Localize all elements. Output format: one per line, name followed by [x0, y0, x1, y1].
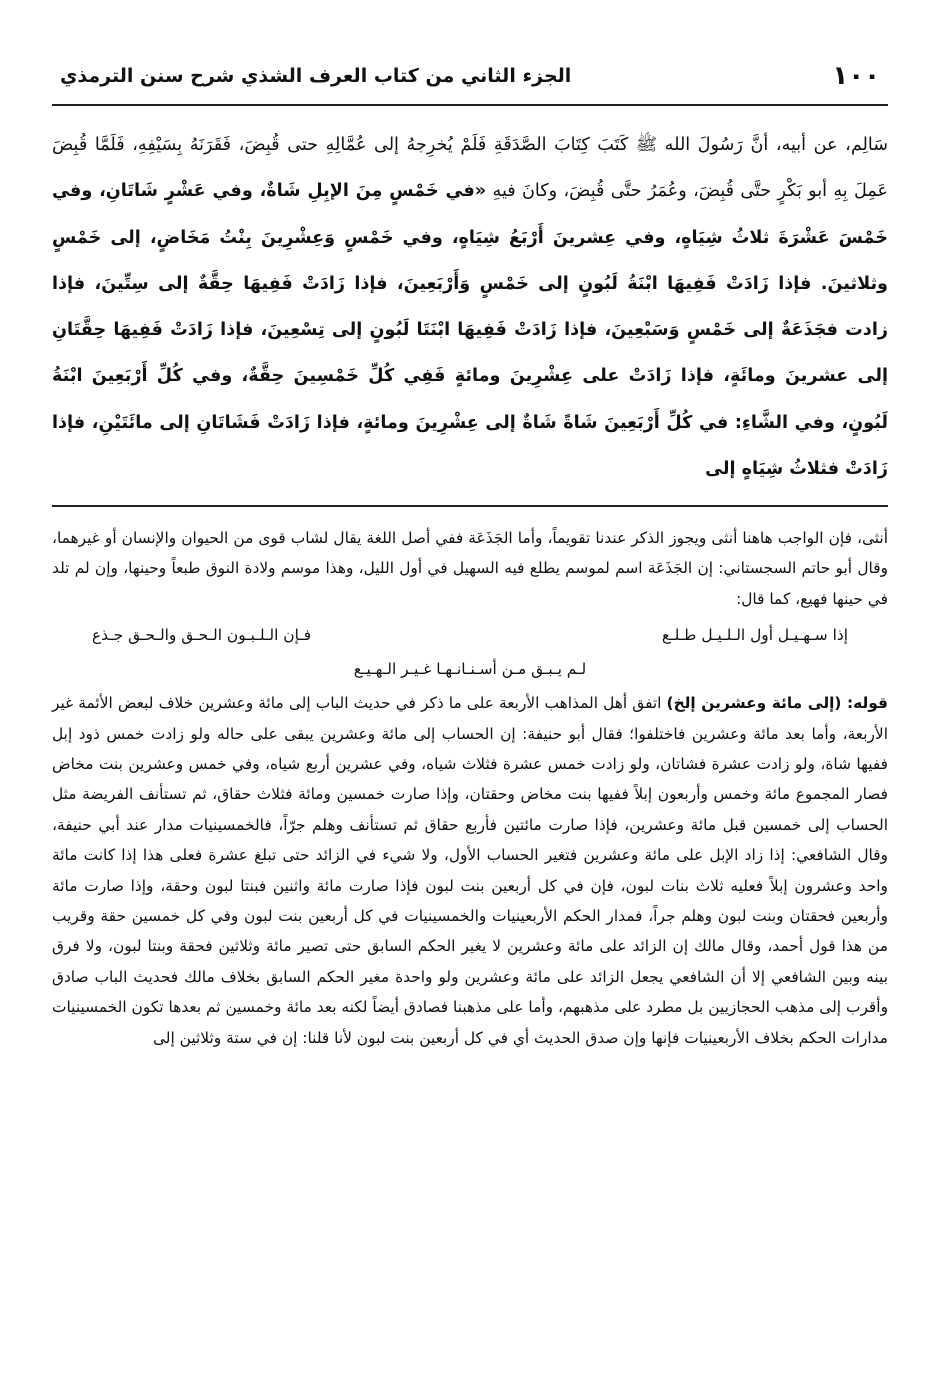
commentary-paragraph-2	[52, 688, 888, 1053]
commentary-paragraph: أنثى، فإن الواجب هاهنا أنثى ويجوز الذكر عندنا تقويماً، وأما الجَذَعَة ففي أصل اللغة يقال لشاب قوى من الحيوان والإنسان أو غيرهما، وقال أبو حاتم السجستاني: إن الجَذَعَة اسم لموسم يطلع فيه السهيل في أول الليل، وهذا موسم ولادة النوق طبعاً وحينها، وإن لم تلد في حينها فهيع، كما قال:	[52, 529, 888, 608]
hadith-text	[52, 122, 888, 492]
poem	[52, 618, 888, 686]
commentary-body: اتفق أهل المذاهب الأربعة على ما ذكر في حديث الباب إلى مائة وعشرين خلاف لبعض الأئمة غير الأربعة، وأما بعد مائة وعشرين فاختلفوا؛ فقال أبو حنيفة: إن الحساب إلى مائة وعشرين يبقى على حاله ولو زادت خمس ذود إبل ففيها شاة، ولو زادت عشرة فشاتان، ولو زادت خمس عشرة فثلاث شياه، وفي عشرين أربع شياه، وفي خمس وعشرين بنت مخاض فصار المجموع مائة وخمس وأربعون إبلاً ففيها بنت مخاض وحقتان، وإذا صارت خمسين ومائة فثلاث حقاق، ثم تستأنف الفريضة مثل الحساب إلى خمسين قبل مائة وعشرين، فإذا صارت مائتين فأربع حقاق ثم تستأنف وهلم جرّاً، فالخمسينيات مدار عند أبي حنيفة، وقال الشافعي: إذا زاد الإبل على مائة وعشرين فتغير الحساب الأول، ولا شيء في الزائد حتى تبلغ عشرة فعلى هذا إذا كانت مائة واحد وعشرون إبلاً فعليه ثلاث بنات لبون، فإن في كل أربعين بنت لبون فإذا صارت مائة واثنين فبنتا لبون وحقة، وإذا صارت مائة وأربعين فحقتان وبنت لبون وهلم جراً، فمدار الحكم الأربعينيات والخمسينيات في كل أربعين بنت لبون وفي كل خمسين حقة وقريب من هذا قول أحمد، وقال مالك إن الزائد على مائة وعشرين لا يغير الحكم السابق حتى تصير مائة وثلاثين فحقة وبنتا لبون، ولا فرق بينه وبين الشافعي إلا أن الشافعي يجعل الزائد على مائة وعشرين ولو واحدة مغير الحكم السابق بخلاف مالك فحديث الباب صادق وأقرب إلى مذهب الحجازيين بل مطرد على مذهبهم، وأما على مذهبنا فصادق أيضاً لكنه بعد مائة وخمسين ثم بعدها تكون الخمسينيات مدارات الحكم بخلاف الأربعينيات فإنها وإن صدق الحديث أي في كل أربعين بنت لبون لأنا قلنا: إن في ستة وثلاثين إلى	[52, 694, 888, 1047]
page-number: ١٠٠	[832, 61, 880, 91]
hadith-quote: «في خَمْسٍ مِنَ الإبِلِ شَاةٌ، وفي عَشْرٍ شَاتَانِ، وفي خَمْسَ عَشْرَةَ ثلاثُ شِيَاهٍ، وفي عِشرينَ أَرْبَعُ شِيَاهٍ، وفي خَمْسٍ وَعِشْرِينَ بِنْتُ مَخَاضٍ، إلى خَمْسٍ وثلاثينَ. فإذا زَادَتْ فَفِيهَا ابْنَةُ لَبُونٍ إلى خَمْسٍ وَأَرْبَعِينَ، فإذا زَادَتْ فَفِيهَا حِقَّةٌ إلى سِتِّينَ، فإذا زادت فجَذَعَةٌ إلى خَمْسٍ وَسَبْعِينَ، فإذا زَادَتْ فَفِيهَا ابْنَتَا لَبُونٍ إلى تِسْعِينَ، فإذا زَادَتْ فَفِيهَا حِقَّتَانِ إلى عشرينَ ومائَةٍ، فإذا زَادَتْ على عِشْرِينَ ومائةٍ فَفِي كُلِّ خَمْسِينَ حِقَّةٌ، وفي كُلِّ أَرْبَعِينَ ابْنَةُ لَبُونٍ، وفي الشَّاءِ: في كُلِّ أَرْبَعِينَ شَاةً شَاةٌ إلى عِشْرِينَ ومائةٍ، فإذا زَادَتْ فَشَاتَانِ إلى مائَتَيْنِ، فإذا زَادَتْ فثلاثُ شِيَاهٍ إلى	[52, 181, 888, 480]
running-title: الجزء الثاني من كتاب العرف الشذي شرح سنن الترمذي	[60, 65, 572, 87]
poem-hemistich-1: إذا سـهـيـل أول الـلـيـل طـلـع	[661, 626, 848, 645]
poem-hemistich-2: فـإن الـلـبـون الـحـق والـحـق جـذع	[92, 626, 312, 645]
page-header	[60, 56, 880, 96]
poem-hemistich-3: لـم يـبـق مـن أسـنـانـهـا غـيـر الـهـيـع	[353, 660, 587, 679]
commentary	[52, 523, 888, 1053]
hadith-narration: سَالِم، عن أبيه، أنَّ رَسُولَ الله ﷺ كَتَبَ كِتَابَ الصَّدَقَةِ فَلَمْ يُخرِجهُ إلى عُمَّالِهِ حتى قُبِضَ، فَقَرَنَهُ بِسَيْفِهِ، فَلَمَّا قُبِضَ عَمِلَ بِهِ أبو بَكْرٍ حتَّى قُبِضَ، وعُمَرُ حتَّى قُبِضَ، وكانَ فيهِ	[52, 135, 888, 202]
footnote-divider	[52, 505, 888, 507]
commentary-lead: قوله: (إلى مائة وعشرين إلخ)	[666, 694, 888, 713]
header-divider	[52, 104, 888, 106]
